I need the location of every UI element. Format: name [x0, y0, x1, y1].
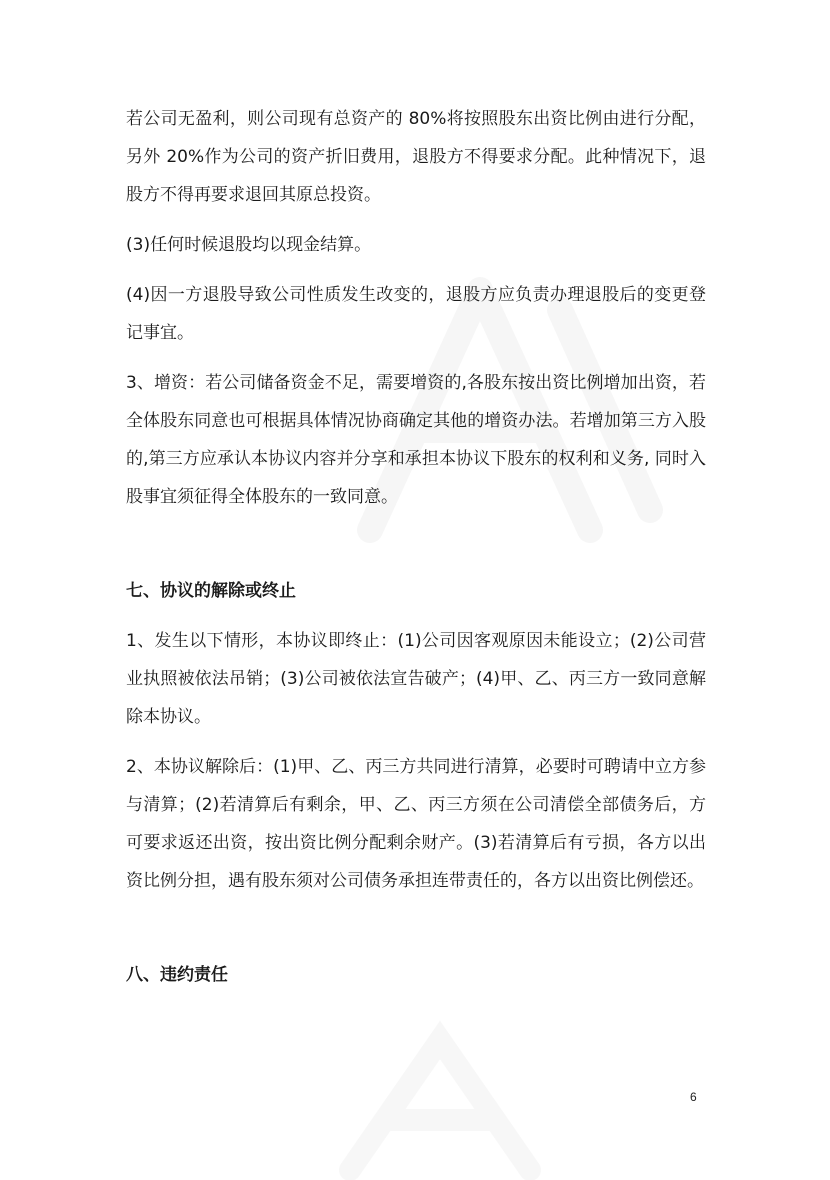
- section-7-title: 七、协议的解除或终止: [126, 581, 296, 601]
- paragraph-termination-conditions: 1、发生以下情形，本协议即终止：(1)公司因客观原因未能设立；(2)公司营业执照被依法吊销；(3)公司被依法宣告破产；(4)甲、乙、丙三方一致同意解除本协议。: [126, 631, 706, 727]
- paragraph-no-profit: 若公司无盈利，则公司现有总资产的 80%将按照股东出资比例由进行分配，另外 20%作为公司的资产折旧费用，退股方不得要求分配。此种情况下，退股方不得再要求退回其原总投资。: [126, 109, 706, 205]
- paragraph-change-registration: (4)因一方退股导致公司性质发生改变的，退股方应负责办理退股后的变更登记事宜。: [126, 285, 706, 343]
- page-number: 6: [690, 1090, 697, 1104]
- document-body: [126, 100, 706, 994]
- watermark-fragment: [330, 1020, 590, 1180]
- paragraph-cash-settlement: (3)任何时候退股均以现金结算。: [126, 235, 372, 255]
- paragraph-liquidation: 2、本协议解除后：(1)甲、乙、丙三方共同进行清算，必要时可聘请中立方参与清算；(2)若清算后有剩余，甲、乙、丙三方须在公司清偿全部债务后，方可要求返还出资，按出资比例分配剩余财产。(3)若清算后有亏损，各方以出资比例分担，遇有股东须对公司债务承担连带责任的，各方以出资比例偿还。: [126, 757, 706, 891]
- section-8-title: 八、违约责任: [126, 965, 228, 985]
- paragraph-capital-increase: 3、增资：若公司储备资金不足，需要增资的,各股东按出资比例增加出资，若全体股东同意也可根据具体情况协商确定其他的增资办法。若增加第三方入股的,第三方应承认本协议内容并分享和承担本协议下股东的权利和义务, 同时入股事宜须征得全体股东的一致同意。: [126, 373, 706, 507]
